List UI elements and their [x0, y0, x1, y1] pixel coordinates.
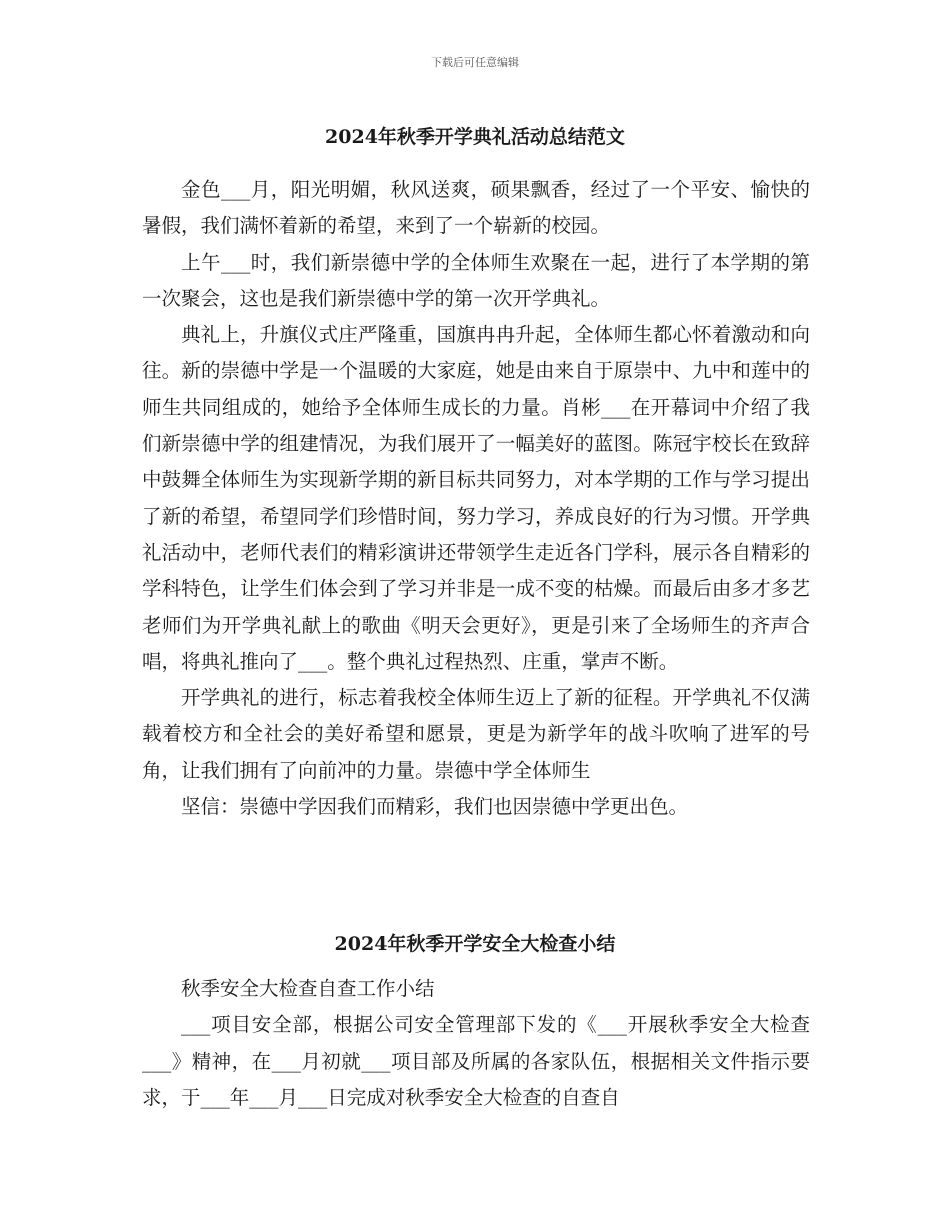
section1-title: 2024年秋季开学典礼活动总结范文 — [325, 126, 625, 148]
paragraph: 秋季安全大检查自查工作小结 — [181, 977, 435, 1000]
section1-body — [142, 172, 810, 825]
paragraph: 典礼上，升旗仪式庄严隆重，国旗冉冉升起，全体师生都心怀着激动和向往。新的崇德中学是一个温暖的大家庭，她是由来自于原崇中、九中和莲中的师生共同组成的，她给予全体师生成长的力量。肖彬___在开幕词中介绍了我们新崇德中学的组建情况，为我们展开了一幅美好的蓝图。陈冠宇校长在致辞中鼓舞全体师生为实现新学期的新目标共同努力，对本学期的工作与学习提出了新的希望，希望同学们珍惜时间，努力学习，养成良好的行为习惯。开学典礼活动中，老师代表们的精彩演讲还带领学生走近各门学科，展示各自精彩的学科特色，让学生们体会到了学习并非是一成不变的枯燥。而最后由多才多艺老师们为开学典礼献上的歌曲《明天会更好》，更是引来了全场师生的齐声合唱，将典礼推向了___。整个典礼过程热烈、庄重，掌声不断。 — [142, 323, 810, 673]
paragraph: 坚信：崇德中学因我们而精彩，我们也因崇德中学更出色。 — [181, 795, 689, 819]
paragraph: 上午___时，我们新崇德中学的全体师生欢聚在一起，进行了本学期的第一次聚会，这也是我们新崇德中学的第一次开学典礼。 — [142, 250, 810, 310]
header-note: 下载后可任意编辑 — [431, 56, 519, 69]
paragraph: 金色___月，阳光明媚，秋风送爽，硕果飘香，经过了一个平安、愉快的暑假，我们满怀着新的希望，来到了一个崭新的校园。 — [142, 178, 810, 238]
section2-body — [142, 971, 810, 1116]
section2-title: 2024年秋季开学安全大检查小结 — [334, 933, 616, 955]
paragraph: ___项目安全部，根据公司安全管理部下发的《___开展秋季安全大检查___》精神，在___月初就___项目部及所属的各家队伍，根据相关文件指示要求，于___年___月___日完成对秋季安全大检查的自查自 — [142, 1013, 810, 1109]
paragraph: 开学典礼的进行，标志着我校全体师生迈上了新的征程。开学典礼不仅满载着校方和全社会的美好希望和愿景，更是为新学年的战斗吹响了进军的号角，让我们拥有了向前冲的力量。崇德中学全体师生 — [142, 686, 810, 782]
